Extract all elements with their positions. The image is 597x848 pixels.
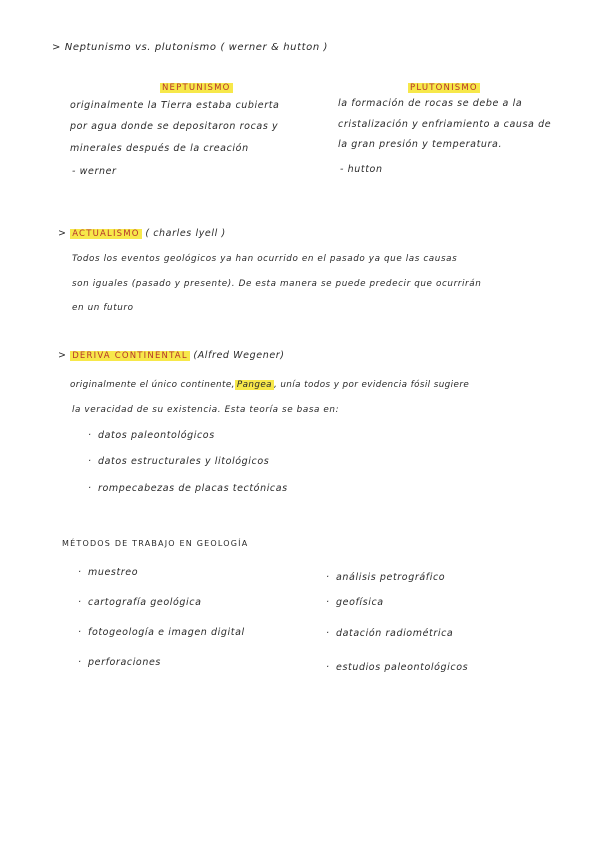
deriva-bullet-2-text: datos estructurales y litológicos: [98, 456, 270, 467]
neptunismo-author: - werner: [72, 166, 117, 177]
deriva-line-2: la veracidad de su existencia. Esta teoría se basa en:: [72, 405, 340, 415]
neptunismo-line-3: minerales después de la creación: [70, 143, 249, 154]
metodo-right-1: [326, 572, 445, 584]
neptunismo-title: [160, 82, 233, 94]
actualismo-line-1: Todos los eventos geológicos ya han ocurrido en el pasado ya que las causas: [72, 254, 458, 264]
metodo-left-3-text: fotogeología e imagen digital: [88, 627, 245, 638]
bullet-dot: ·: [326, 628, 330, 639]
metodo-left-3: [78, 627, 245, 639]
metodo-right-3-text: datación radiométrica: [336, 628, 454, 639]
deriva-heading: [58, 350, 285, 362]
metodo-right-2-text: geofísica: [336, 597, 384, 608]
metodo-right-4-text: estudios paleontológicos: [336, 662, 469, 673]
neptunismo-title-text: NEPTUNISMO: [162, 83, 231, 93]
metodos-title: MÉTODOS DE TRABAJO EN GEOLOGÍA: [62, 539, 249, 548]
bullet-dot: ·: [88, 430, 92, 441]
metodo-left-1: [78, 567, 138, 579]
plutonismo-line-2: cristalización y enfriamiento a causa de: [338, 119, 552, 130]
actualismo-line-3: en un futuro: [72, 303, 134, 313]
section1-heading: > Neptunismo vs. plutonismo ( werner & hutton ): [52, 42, 329, 53]
deriva-bullet-3-text: rompecabezas de placas tectónicas: [98, 483, 288, 494]
metodo-left-2-text: cartografía geológica: [88, 597, 202, 608]
bullet-dot: ·: [326, 662, 330, 673]
neptunismo-line-2: por agua donde se depositaron rocas y: [70, 121, 279, 132]
plutonismo-author: - hutton: [340, 164, 383, 175]
bullet-dot: ·: [88, 456, 92, 467]
deriva-line-1-before: originalmente el único continente,: [70, 380, 235, 390]
actualismo-author: ( charles lyell ): [145, 228, 226, 239]
actualismo-line-2: son iguales (pasado y presente). De esta manera se puede predecir que ocurrirán: [72, 279, 482, 289]
actualismo-title: ACTUALISMO: [72, 229, 140, 239]
metodo-right-2: [326, 597, 384, 609]
metodo-right-3: [326, 628, 453, 640]
bullet-dot: ·: [326, 597, 330, 608]
metodo-left-4-text: perforaciones: [88, 657, 161, 668]
bullet-dot: ·: [78, 627, 82, 638]
deriva-bullet-1-text: datos paleontológicos: [98, 430, 215, 441]
deriva-bullet-3: [88, 483, 288, 495]
metodo-left-1-text: muestreo: [88, 567, 139, 578]
pangea-highlight: Pangea: [236, 380, 272, 390]
deriva-bullet-2: [88, 456, 269, 468]
deriva-author: (Alfred Wegener): [193, 350, 285, 361]
actualismo-heading: [58, 228, 226, 240]
deriva-line-1: [70, 379, 469, 391]
plutonismo-title-text: PLUTONISMO: [410, 83, 478, 93]
plutonismo-line-1: la formación de rocas se debe a la: [338, 98, 523, 109]
bullet-dot: ·: [88, 483, 92, 494]
plutonismo-line-3: la gran presión y temperatura.: [338, 139, 503, 150]
deriva-line-1-after: , unía todos y por evidencia fósil sugiere: [273, 380, 470, 390]
deriva-prefix: >: [58, 350, 67, 361]
metodo-left-4: [78, 657, 161, 669]
deriva-title: DERIVA CONTINENTAL: [72, 351, 188, 361]
metodo-right-4: [326, 662, 468, 674]
bullet-dot: ·: [78, 657, 82, 668]
metodo-left-2: [78, 597, 202, 609]
bullet-dot: ·: [78, 597, 82, 608]
deriva-bullet-1: [88, 430, 215, 442]
actualismo-prefix: >: [58, 228, 67, 239]
neptunismo-line-1: originalmente la Tierra estaba cubierta: [70, 100, 280, 111]
plutonismo-title: [408, 82, 480, 94]
bullet-dot: ·: [326, 572, 330, 583]
bullet-dot: ·: [78, 567, 82, 578]
metodo-right-1-text: análisis petrográfico: [336, 572, 446, 583]
